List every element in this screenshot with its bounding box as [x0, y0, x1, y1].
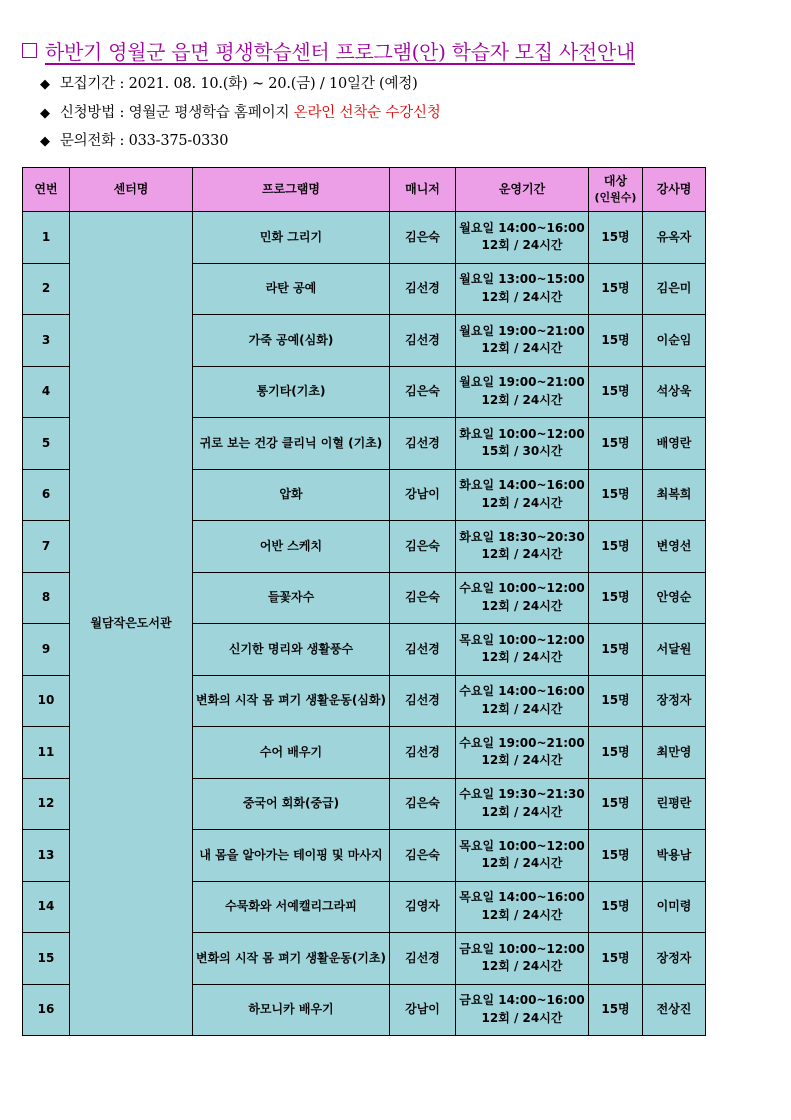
cell-program: 하모니카 배우기: [193, 984, 390, 1036]
cell-program: 변화의 시작 몸 펴기 생활운동(기초): [193, 933, 390, 985]
cell-target: 15명: [589, 572, 643, 624]
cell-manager: 강남이: [390, 984, 456, 1036]
cell-program: 수어 배우기: [193, 727, 390, 779]
cell-schedule: 화요일 10:00~12:00: [459, 426, 585, 441]
cell-no: 12: [23, 778, 70, 830]
cell-sessions: 12회 / 24시간: [481, 753, 563, 768]
cell-no: 5: [23, 418, 70, 470]
cell-period: [456, 984, 589, 1036]
cell-period: [456, 675, 589, 727]
cell-period: [456, 263, 589, 315]
cell-period: [456, 572, 589, 624]
cell-target: 15명: [589, 624, 643, 676]
cell-schedule: 월요일 13:00~15:00: [459, 272, 585, 287]
cell-schedule: 화요일 14:00~16:00: [459, 478, 585, 493]
diamond-icon: ◆: [40, 77, 50, 92]
info-apply-method: ◆ 신청방법 : 영월군 평생학습 홈페이지 온라인 선착순 수강신청: [40, 105, 441, 121]
cell-schedule: 금요일 14:00~16:00: [459, 993, 585, 1008]
cell-sessions: 12회 / 24시간: [481, 392, 563, 407]
cell-sessions: 12회 / 24시간: [481, 907, 563, 922]
cell-no: 16: [23, 984, 70, 1036]
header-program: 프로그램명: [193, 168, 390, 212]
cell-schedule: 수요일 14:00~16:00: [459, 684, 585, 699]
cell-no: 15: [23, 933, 70, 985]
cell-target: 15명: [589, 315, 643, 367]
info-label: 모집기간: [59, 76, 116, 92]
cell-sessions: 12회 / 24시간: [481, 547, 563, 562]
cell-instructor: 안영순: [643, 572, 706, 624]
cell-manager: 김은숙: [390, 572, 456, 624]
header-target-line1: 대상: [603, 173, 628, 188]
cell-no: 4: [23, 366, 70, 418]
cell-program: 라탄 공예: [193, 263, 390, 315]
page-title: [22, 36, 635, 65]
cell-instructor: 석상욱: [643, 366, 706, 418]
cell-schedule: 목요일 10:00~12:00: [459, 632, 585, 647]
cell-no: 1: [23, 212, 70, 264]
cell-program: 어반 스케치: [193, 521, 390, 573]
info-contact: ◆ 문의전화 : 033-375-0330: [40, 133, 229, 149]
cell-target: 15명: [589, 521, 643, 573]
diamond-icon: ◆: [40, 106, 50, 121]
cell-period: [456, 418, 589, 470]
cell-target: 15명: [589, 830, 643, 882]
header-target: [589, 168, 643, 212]
table-row: [23, 212, 706, 264]
header-instructor: 강사명: [643, 168, 706, 212]
info-highlight: 온라인 선착순 수강신청: [293, 105, 441, 121]
cell-schedule: 수요일 19:00~21:00: [459, 735, 585, 750]
header-period: 운영기간: [456, 168, 589, 212]
cell-program: 변화의 시작 몸 펴기 생활운동(심화): [193, 675, 390, 727]
cell-sessions: 12회 / 24시간: [481, 701, 563, 716]
cell-manager: 김선경: [390, 933, 456, 985]
cell-manager: 김은숙: [390, 521, 456, 573]
cell-schedule: 월요일 19:00~21:00: [459, 375, 585, 390]
cell-instructor: 최만영: [643, 727, 706, 779]
cell-period: [456, 881, 589, 933]
cell-program: 통기타(기초): [193, 366, 390, 418]
info-label: 문의전화: [59, 133, 116, 149]
program-table: [22, 167, 706, 1036]
cell-program: 압화: [193, 469, 390, 521]
cell-instructor: 전상진: [643, 984, 706, 1036]
cell-period: [456, 624, 589, 676]
table-header-row: [23, 168, 706, 212]
cell-program: 신기한 명리와 생활풍수: [193, 624, 390, 676]
cell-instructor: 배영란: [643, 418, 706, 470]
cell-sessions: 12회 / 24시간: [481, 341, 563, 356]
cell-period: [456, 727, 589, 779]
info-recruit-period: ◆ 모집기간 : 2021. 08. 10.(화) ~ 20.(금) / 10일간 (예정): [40, 76, 418, 92]
info-value: 영월군 평생학습 홈페이지: [128, 105, 290, 121]
info-value: 2021. 08. 10.(화) ~ 20.(금) / 10일간 (예정): [128, 76, 418, 92]
cell-schedule: 수요일 19:30~21:30: [459, 787, 585, 802]
cell-target: 15명: [589, 881, 643, 933]
header-manager: 매니저: [390, 168, 456, 212]
cell-sessions: 12회 / 24시간: [481, 804, 563, 819]
cell-manager: 김영자: [390, 881, 456, 933]
cell-sessions: 12회 / 24시간: [481, 495, 563, 510]
cell-target: 15명: [589, 778, 643, 830]
cell-no: 7: [23, 521, 70, 573]
cell-sessions: 15회 / 30시간: [481, 444, 563, 459]
cell-period: [456, 212, 589, 264]
cell-period: [456, 778, 589, 830]
cell-sessions: 12회 / 24시간: [481, 959, 563, 974]
cell-period: [456, 315, 589, 367]
cell-no: 10: [23, 675, 70, 727]
cell-manager: 김선경: [390, 263, 456, 315]
cell-program: 중국어 회화(중급): [193, 778, 390, 830]
cell-instructor: 박용남: [643, 830, 706, 882]
checkbox-icon: [22, 43, 37, 58]
cell-schedule: 목요일 10:00~12:00: [459, 838, 585, 853]
cell-manager: 김은숙: [390, 366, 456, 418]
page-title-text: 하반기 영월군 읍면 평생학습센터 프로그램(안) 학습자 모집 사전안내: [45, 40, 635, 64]
cell-program: 수묵화와 서예캘리그라피: [193, 881, 390, 933]
cell-target: 15명: [589, 727, 643, 779]
cell-no: 6: [23, 469, 70, 521]
cell-target: 15명: [589, 675, 643, 727]
header-target-line2: (인원수): [594, 191, 637, 205]
cell-sessions: 12회 / 24시간: [481, 238, 563, 253]
cell-sessions: 12회 / 24시간: [481, 1010, 563, 1025]
cell-center-name: 월담작은도서관: [70, 212, 193, 1036]
cell-schedule: 금요일 10:00~12:00: [459, 941, 585, 956]
cell-no: 8: [23, 572, 70, 624]
cell-instructor: 이미령: [643, 881, 706, 933]
cell-target: 15명: [589, 263, 643, 315]
header-no: 연번: [23, 168, 70, 212]
cell-manager: 김은숙: [390, 212, 456, 264]
cell-period: [456, 933, 589, 985]
cell-instructor: 장정자: [643, 675, 706, 727]
cell-target: 15명: [589, 212, 643, 264]
cell-schedule: 월요일 19:00~21:00: [459, 323, 585, 338]
cell-instructor: 린평란: [643, 778, 706, 830]
cell-target: 15명: [589, 984, 643, 1036]
cell-instructor: 김은미: [643, 263, 706, 315]
cell-program: 귀로 보는 건강 클리닉 이혈 (기초): [193, 418, 390, 470]
cell-program: 들꽃자수: [193, 572, 390, 624]
cell-program: 내 몸을 알아가는 테이핑 및 마사지: [193, 830, 390, 882]
cell-sessions: 12회 / 24시간: [481, 598, 563, 613]
cell-instructor: 유옥자: [643, 212, 706, 264]
cell-instructor: 장정자: [643, 933, 706, 985]
cell-sessions: 12회 / 24시간: [481, 289, 563, 304]
cell-manager: 김은숙: [390, 778, 456, 830]
cell-no: 14: [23, 881, 70, 933]
cell-manager: 김선경: [390, 727, 456, 779]
cell-no: 11: [23, 727, 70, 779]
cell-instructor: 이순임: [643, 315, 706, 367]
cell-no: 13: [23, 830, 70, 882]
cell-period: [456, 469, 589, 521]
cell-instructor: 서달원: [643, 624, 706, 676]
cell-manager: 김은숙: [390, 830, 456, 882]
cell-manager: 김선경: [390, 418, 456, 470]
cell-target: 15명: [589, 366, 643, 418]
cell-no: 2: [23, 263, 70, 315]
cell-instructor: 변영선: [643, 521, 706, 573]
cell-target: 15명: [589, 933, 643, 985]
cell-no: 3: [23, 315, 70, 367]
cell-instructor: 최복희: [643, 469, 706, 521]
header-center: 센터명: [70, 168, 193, 212]
cell-schedule: 수요일 10:00~12:00: [459, 581, 585, 596]
info-value: 033-375-0330: [128, 133, 229, 149]
cell-period: [456, 830, 589, 882]
cell-sessions: 12회 / 24시간: [481, 650, 563, 665]
cell-manager: 김선경: [390, 624, 456, 676]
cell-target: 15명: [589, 469, 643, 521]
info-label: 신청방법: [59, 105, 116, 121]
cell-no: 9: [23, 624, 70, 676]
cell-manager: 김선경: [390, 315, 456, 367]
cell-schedule: 화요일 18:30~20:30: [459, 529, 585, 544]
diamond-icon: ◆: [40, 134, 50, 149]
cell-schedule: 월요일 14:00~16:00: [459, 220, 585, 235]
cell-manager: 강남이: [390, 469, 456, 521]
cell-manager: 김선경: [390, 675, 456, 727]
cell-period: [456, 366, 589, 418]
cell-sessions: 12회 / 24시간: [481, 856, 563, 871]
cell-program: 가죽 공예(심화): [193, 315, 390, 367]
cell-target: 15명: [589, 418, 643, 470]
cell-period: [456, 521, 589, 573]
cell-program: 민화 그리기: [193, 212, 390, 264]
cell-schedule: 목요일 14:00~16:00: [459, 890, 585, 905]
